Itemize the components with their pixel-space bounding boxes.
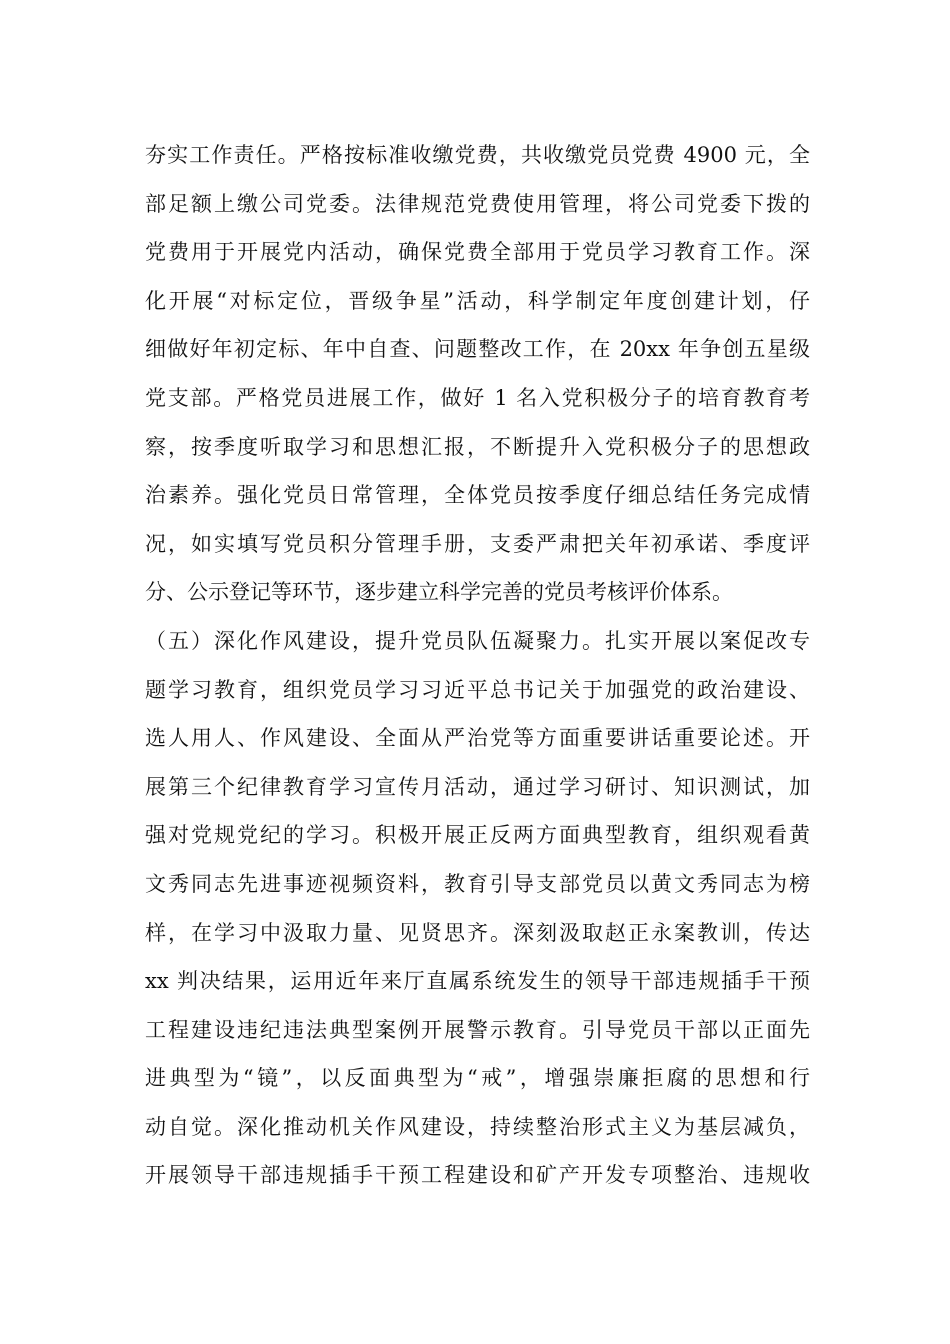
text-line: 选人用人、作风建设、全面从严治党等方面重要讲话重要论述。开 [145,726,810,751]
text-line: 部足额上缴公司党委。法律规范党费使用管理，将公司党委下拨的 [145,191,810,216]
text-line: 察，按季度听取学习和思想汇报，不断提升入党积极分子的思想政 [145,434,810,459]
text-line: 分、公示登记等环节，逐步建立科学完善的党员考核评价体系。 [145,580,733,605]
text-line: 动自觉。深化推动机关作风建设，持续整治形式主义为基层减负， [145,1114,810,1139]
text-line: 治素养。强化党员日常管理，全体党员按季度仔细总结任务完成情 [145,483,810,508]
text-line: 党费用于开展党内活动，确保党费全部用于党员学习教育工作。深 [145,240,810,265]
text-line: 样，在学习中汲取力量、见贤思齐。深刻汲取赵正永案教训，传达 [145,920,810,945]
text-line: 化开展“对标定位，晋级争星”活动，科学制定年度创建计划，仔 [145,288,810,313]
text-line: 党支部。严格党员进展工作，做好 1 名入党积极分子的培育教育考 [145,385,810,410]
text-line: 强对党规党纪的学习。积极开展正反两方面典型教育，组织观看黄 [145,823,810,848]
text-line: 工程建设违纪违法典型案例开展警示教育。引导党员干部以正面先 [145,1017,810,1042]
text-line: 展第三个纪律教育学习宣传月活动，通过学习研讨、知识测试，加 [145,774,810,799]
text-line: 题学习教育，组织党员学习习近平总书记关于加强党的政治建设、 [145,677,810,702]
body-paragraphs [145,131,810,1200]
text-line: 进典型为“镜”，以反面典型为“戒”，增强崇廉拒腐的思想和行 [145,1066,810,1091]
text-line: 细做好年初定标、年中自查、问题整改工作，在 20xx 年争创五星级 [145,337,810,362]
text-line: 文秀同志先进事迹视频资料，教育引导支部党员以黄文秀同志为榜 [145,871,810,896]
text-line: 开展领导干部违规插手干预工程建设和矿产开发专项整治、违规收 [145,1163,810,1188]
text-line: 夯实工作责任。严格按标准收缴党费，共收缴党员党费 4900 元，全 [145,143,810,167]
text-line: 况，如实填写党员积分管理手册，支委严肃把关年初承诺、季度评 [145,531,810,556]
text-line: xx 判决结果，运用近年来厅直属系统发生的领导干部违规插手干预 [145,969,810,994]
section-heading-line: （五）深化作风建设，提升党员队伍凝聚力。扎实开展以案促改专 [145,628,810,653]
